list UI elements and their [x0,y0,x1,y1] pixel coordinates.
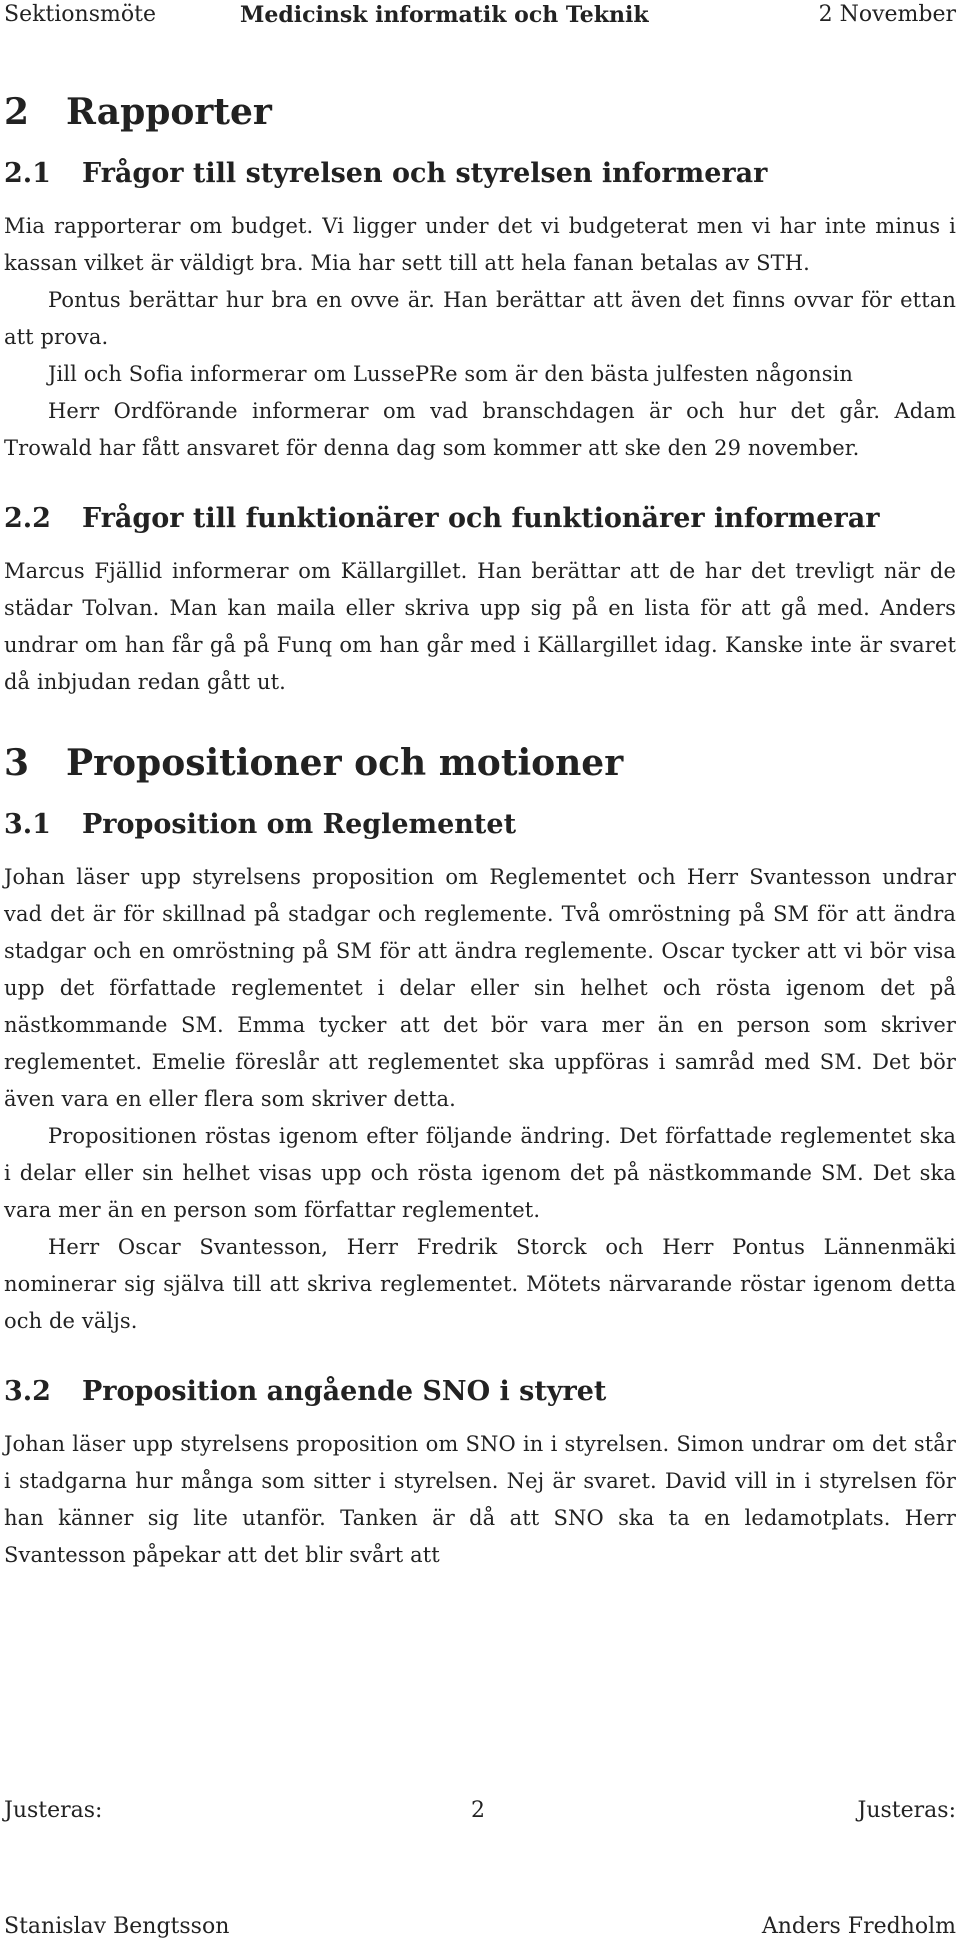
paragraph: Marcus Fjällid informerar om Källargillet. Han berättar att de har det trevligt när de städar Tolvan. Man kan maila eller skriva upp sig på en lista för att gå med. Anders undrar om han får gå på Funq om han går med i Källargillet idag. Kanske inte är svaret då inbjudan redan gått ut. [4,559,956,694]
subsection-title: Proposition angående SNO i styret [82,1376,607,1407]
section-title: Rapporter [66,91,272,133]
running-header [4,2,956,32]
subsection-heading-2-1 [4,156,956,192]
signer-left: Stanislav Bengtsson [4,1914,230,1939]
header-right: 2 November [818,2,956,27]
paragraph: Mia rapporterar om budget. Vi ligger under det vi budgeterat men vi har inte minus i kassan vilket är väldigt bra. Mia har sett till att hela fanan betalas av STH. [4,214,956,275]
page-body [4,90,956,1574]
subsection-title: Frågor till styrelsen och styrelsen informerar [82,158,768,189]
page-number: 2 [471,1798,485,1823]
section-number: 2 [4,91,30,133]
paragraph: Pontus berättar hur bra en ovve är. Han berättar att även det finns ovvar för ettan att prova. [4,288,956,349]
subsection-heading-2-2 [4,501,956,537]
justeras-right: Justeras: [857,1798,956,1823]
header-left: Sektionsmöte [4,2,156,27]
signer-right: Anders Fredholm [761,1914,956,1939]
paragraph: Herr Ordförande informerar om vad branschdagen är och hur det går. Adam Trowald har fått ansvaret för denna dag som kommer att ske den 29 november. [4,399,956,460]
section-number: 3 [4,742,30,784]
paragraph: Johan läser upp styrelsens proposition om Reglementet och Herr Svantesson undrar vad det är för skillnad på stadgar och reglemente. Två omröstning på SM för att ändra stadgar och en omröstning på SM för att ändra reglemente. Oscar tycker att vi bör visa upp det författade reglementet i delar eller sin helhet och rösta igenom det på nästkommande SM. Emma tycker att det bör vara mer än en person som skriver reglementet. Emelie föreslår att reglementet ska uppföras i samråd med SM. Det bör även vara en eller flera som skriver detta. [4,865,956,1111]
section-heading-3 [4,741,956,785]
paragraph: Jill och Sofia informerar om LussePRe som är den bästa julfesten någonsin [48,362,854,386]
subsection-number: 2.1 [4,158,51,189]
subsection-number: 3.1 [4,809,51,840]
paragraph: Propositionen röstas igenom efter följande ändring. Det författade reglementet ska i delar eller sin helhet visas upp och rösta igenom det på nästkommande SM. Det ska vara mer än en person som författar reglementet. [4,1124,956,1222]
section-heading-2 [4,90,956,134]
subsection-heading-3-2 [4,1374,956,1410]
justeras-left: Justeras: [4,1798,103,1823]
subsection-title: Frågor till funktionärer och funktionärer informerar [82,503,880,534]
subsection-number: 3.2 [4,1376,51,1407]
paragraph: Johan läser upp styrelsens proposition om SNO in i styrelsen. Simon undrar om det står i stadgarna hur många som sitter i styrelsen. Nej är svaret. David vill in i styrelsen för han känner sig lite utanför. Tanken är då att SNO ska ta en ledamotplats. Herr Svantesson påpekar att det blir svårt att [4,1432,956,1567]
section-title: Propositioner och motioner [66,742,624,784]
header-center: Medicinsk informatik och Teknik [240,2,649,28]
paragraph: Herr Oscar Svantesson, Herr Fredrik Storck och Herr Pontus Lännenmäki nominerar sig själva till att skriva reglementet. Mötets närvarande röstar igenom detta och de väljs. [4,1235,956,1333]
subsection-number: 2.2 [4,503,51,534]
subsection-title: Proposition om Reglementet [82,809,517,840]
subsection-heading-3-1 [4,807,956,843]
